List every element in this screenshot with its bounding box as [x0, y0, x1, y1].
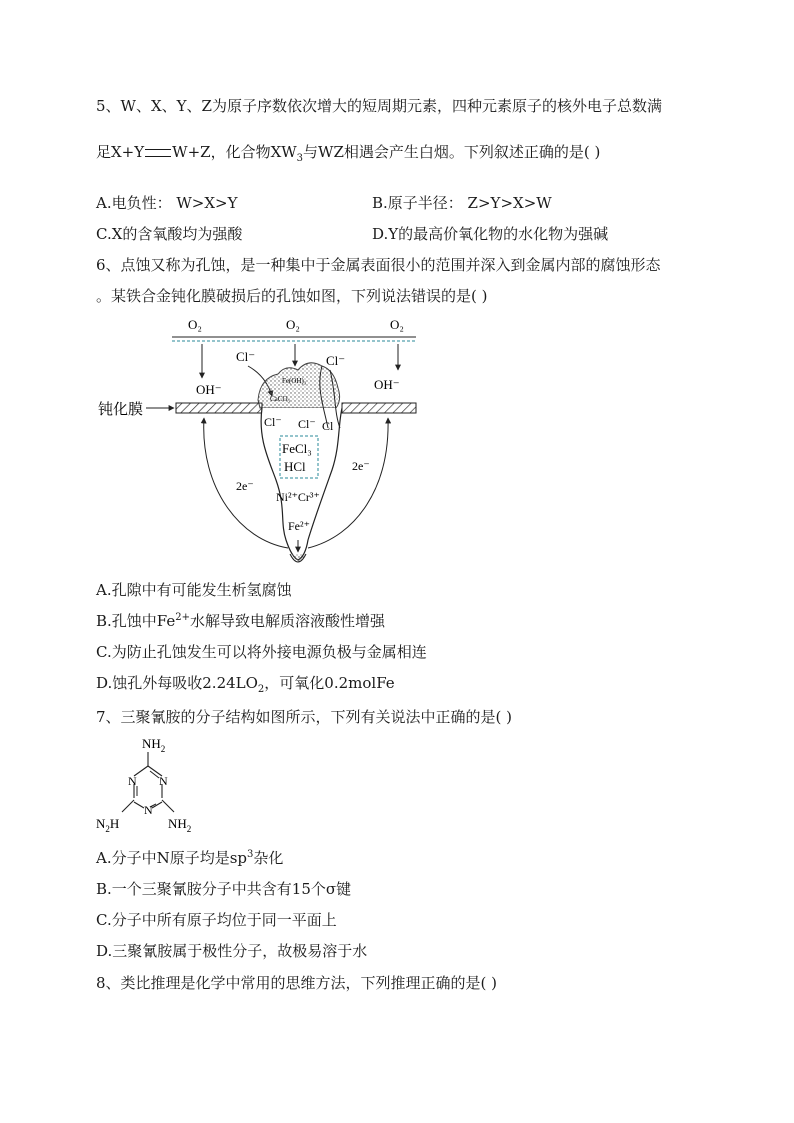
q5-eq-left: 足X+Y — [96, 143, 145, 161]
passive-film-left — [176, 403, 262, 413]
electron-label: 2e⁻ — [236, 479, 254, 493]
ring-bond — [134, 802, 144, 808]
o2-label: O₂ — [188, 317, 202, 332]
q5-option-d: D.Y的最高价氧化物的水化物为强碱 — [372, 225, 609, 243]
passive-film-label: 钝化膜 — [98, 402, 144, 418]
pitting-corrosion-diagram — [90, 308, 430, 570]
fe2-label: Fe²⁺ — [288, 519, 310, 533]
electron-label: 2e⁻ — [352, 459, 370, 473]
ring-nitrogen: N — [144, 803, 153, 817]
q6-option-b: B.孔蚀中$Fe^{2+}$水解导致电解质溶液酸性增强 — [96, 612, 386, 630]
q5-subscript: 3 — [296, 153, 304, 164]
q6-option-c: C.为防止孔蚀发生可以将外接电源负极与金属相连 — [96, 643, 427, 661]
oh-label: OH⁻ — [374, 377, 400, 392]
caco3-label: CaCO₃ — [270, 395, 290, 403]
q7-stem: 7、三聚氰胺的分子结构如图所示，下列有关说法中正确的是( ) — [96, 708, 513, 726]
passive-film-right — [342, 403, 416, 413]
hcl-label: HCl — [284, 459, 306, 474]
chloride-label: Cl⁻ — [236, 349, 256, 364]
q5-stem-line1: 5、W、X、Y、Z为原子序数依次增大的短周期元素，四种元素原子的核外电子总数满 — [96, 97, 662, 115]
q6-stem-line2: 。某铁合金钝化膜破损后的孔蚀如图，下列说法错误的是( ) — [96, 287, 488, 305]
q5-option-a: A.电负性： W>X>Y — [96, 194, 238, 212]
chloride-label: Cl⁻ — [298, 417, 316, 431]
chloride-label: Cl — [322, 419, 334, 433]
q6-option-a: A.孔隙中有可能发生析氢腐蚀 — [96, 581, 292, 599]
chloride-label: Cl⁻ — [326, 353, 346, 368]
q7-option-d: D.三聚氰胺属于极性分子，故极易溶于水 — [96, 942, 368, 960]
q5-stem-line2 — [96, 142, 600, 162]
q6-stem-line1: 6、点蚀又称为孔蚀，是一种集中于金属表面很小的范围并深入到金属内部的腐蚀形态 — [96, 256, 661, 274]
nh2-right: $NH_2$ — [168, 816, 192, 834]
fecl3-label: FeCl₃ — [282, 441, 312, 456]
q5-eq-right: W+Z，化合物XW — [172, 143, 297, 161]
pit-bottom — [290, 554, 306, 562]
chloride-label: Cl⁻ — [264, 415, 282, 429]
o2-label: O₂ — [286, 317, 300, 332]
ni-cr-label: Ni²⁺Cr³⁺ — [276, 490, 320, 504]
q7-option-a: A.分子中N原子均是$sp^3$杂化 — [96, 849, 284, 867]
q8-stem: 8、类比推理是化学中常用的思维方法，下列推理正确的是( ) — [96, 974, 498, 992]
ring-nitrogen: N — [159, 774, 168, 788]
nh2-top: $NH_2$ — [142, 736, 166, 754]
substituent-bond — [122, 800, 134, 812]
q6-option-d: D.蚀孔外每吸收$2.24LO_2$，可氧化0.2molFe — [96, 674, 395, 695]
q7-option-c: C.分子中所有原子均位于同一平面上 — [96, 911, 337, 929]
q5-option-c: C.X的含氧酸均为强酸 — [96, 225, 243, 243]
ring-nitrogen: N — [128, 774, 137, 788]
equals-sign — [145, 149, 171, 157]
melamine-structure — [90, 732, 210, 836]
q5-option-b: B.原子半径： Z>Y>X>W — [372, 194, 552, 212]
q5-stem-tail: 与WZ相遇会产生白烟。下列叙述正确的是( ) — [303, 143, 601, 161]
feoh3-label: Fe(OH)₃ — [282, 377, 307, 385]
double-bond — [150, 771, 159, 778]
q7-option-b: B.一个三聚氰胺分子中共含有15个σ键 — [96, 880, 352, 898]
substituent-bond — [162, 800, 174, 812]
h2n-left: $N_2H$ — [96, 816, 120, 834]
o2-label: O₂ — [390, 317, 404, 332]
oh-label: OH⁻ — [196, 382, 222, 397]
